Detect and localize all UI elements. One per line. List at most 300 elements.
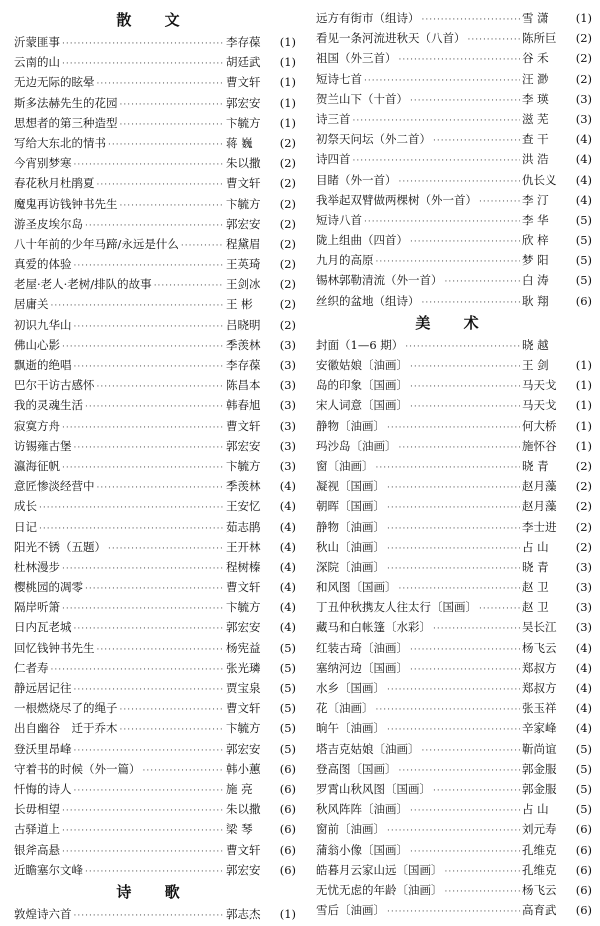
dot-leader <box>399 761 521 781</box>
entry-issue: (4) <box>575 660 592 675</box>
entry-author: 郭志杰 <box>226 906 261 921</box>
toc-entry <box>14 577 296 597</box>
dot-leader <box>353 151 521 171</box>
toc-entry <box>14 617 296 637</box>
entry-title: 和风图〔国画〕 <box>316 580 397 595</box>
entry-title: 我的灵魂生活 <box>14 398 83 413</box>
entry-issue: (3) <box>575 620 592 635</box>
dot-leader <box>62 559 224 579</box>
entry-author: 韩小蕙 <box>226 761 261 776</box>
toc-entry <box>14 476 296 496</box>
toc-entry <box>14 537 296 557</box>
entry-issue: (4) <box>279 559 296 574</box>
entry-title: 蒲翁小像〔国画〕 <box>316 842 408 857</box>
toc-entry <box>14 456 296 476</box>
entry-title: 佛山心影 <box>14 337 60 352</box>
entry-issue: (5) <box>279 721 296 736</box>
entry-issue: (1) <box>575 398 592 413</box>
entry-list <box>14 904 296 924</box>
entry-title: 守着书的时候（外一篇） <box>14 761 141 776</box>
toc-entry <box>316 819 592 839</box>
toc-entry <box>14 234 296 254</box>
entry-issue: (4) <box>279 479 296 494</box>
toc-entry <box>14 52 296 72</box>
entry-title: 红装古琦〔油画〕 <box>316 640 408 655</box>
toc-entry <box>316 109 592 129</box>
dot-leader <box>353 111 521 131</box>
entry-author: 李 华 <box>522 212 549 227</box>
entry-issue: (5) <box>575 253 592 268</box>
entry-title: 居庸关 <box>14 297 49 312</box>
entry-author: 何大桥 <box>522 418 557 433</box>
toc-entry <box>14 153 296 173</box>
entry-issue: (1) <box>279 55 296 70</box>
entry-issue: (1) <box>279 35 296 49</box>
entry-title: 回忆钱钟书先生 <box>14 640 95 655</box>
entry-title: 短诗八首 <box>316 212 362 227</box>
entry-issue: (6) <box>575 842 592 857</box>
entry-author: 吴长江 <box>522 620 557 635</box>
entry-issue: (1) <box>279 95 296 110</box>
entry-issue: (6) <box>279 862 296 877</box>
dot-leader <box>410 640 520 660</box>
entry-author: 滋 芜 <box>522 111 549 126</box>
dot-leader <box>181 236 224 256</box>
entry-author: 靳尚谊 <box>522 741 557 756</box>
entry-title: 游圣皮埃尔岛 <box>14 216 83 231</box>
entry-author: 吕晓明 <box>226 317 261 332</box>
dot-leader <box>143 761 225 781</box>
entry-author: 占 山 <box>522 539 549 554</box>
entry-list <box>14 32 296 880</box>
entry-issue: (1) <box>279 75 296 90</box>
dot-leader <box>410 397 520 417</box>
entry-issue: (5) <box>575 273 592 288</box>
entry-issue: (2) <box>575 71 592 86</box>
toc-entry <box>14 698 296 718</box>
entry-author: 郑叔方 <box>522 660 557 675</box>
toc-entry <box>14 375 296 395</box>
dot-leader <box>387 680 520 700</box>
entry-author: 朱以撒 <box>226 156 261 171</box>
dot-leader <box>74 781 225 801</box>
dot-leader <box>74 317 225 337</box>
entry-title: 我举起双臂做两棵树（外一首） <box>316 192 477 207</box>
entry-title: 看见一条河流进秋天（八首） <box>316 31 466 46</box>
toc-entry <box>316 335 592 355</box>
entry-title: 初识九华山 <box>14 317 72 332</box>
entry-issue: (6) <box>575 862 592 877</box>
dot-leader <box>154 276 224 296</box>
toc-entry <box>14 274 296 294</box>
dot-leader <box>387 821 520 841</box>
entry-issue: (2) <box>575 31 592 46</box>
entry-issue: (3) <box>279 458 296 473</box>
entry-author: 卞毓方 <box>226 115 261 130</box>
dot-leader <box>399 172 521 192</box>
entry-author: 茹志鹃 <box>226 519 261 534</box>
entry-issue: (2) <box>575 539 592 554</box>
entry-author: 辛家峰 <box>522 721 557 736</box>
toc-entry <box>316 48 592 68</box>
entry-issue: (6) <box>575 882 592 897</box>
entry-author: 晓 青 <box>522 458 549 473</box>
toc-entry <box>14 315 296 335</box>
entry-title: 仁者寿 <box>14 660 49 675</box>
entry-author: 李 瑛 <box>522 91 549 106</box>
entry-author: 洪 浩 <box>522 152 549 167</box>
toc-entry <box>316 779 592 799</box>
entry-issue: (5) <box>279 640 296 655</box>
toc-entry <box>14 718 296 738</box>
dot-leader <box>399 438 521 458</box>
entry-title: 雪后〔油画〕 <box>316 903 385 918</box>
entry-title: 无边无际的眩晕 <box>14 75 95 90</box>
entry-issue: (5) <box>575 233 592 248</box>
toc-entry <box>14 416 296 436</box>
entry-title: 斯多法赫先生的花园 <box>14 95 118 110</box>
entry-issue: (5) <box>279 701 296 716</box>
entry-title: 秋山〔油画〕 <box>316 539 385 554</box>
entry-author: 胡廷武 <box>226 55 261 70</box>
entry-title: 花〔油画〕 <box>316 701 374 716</box>
entry-title: 银斧高悬 <box>14 842 60 857</box>
entry-title: 真爱的体验 <box>14 257 72 272</box>
entry-author: 李存葆 <box>226 358 261 372</box>
section-heading: 美 术 <box>415 313 493 332</box>
entry-issue: (4) <box>575 132 592 147</box>
entry-issue: (6) <box>279 761 296 776</box>
dot-leader <box>51 660 225 680</box>
entry-author: 赵月藻 <box>522 499 557 514</box>
entry-title: 出自幽谷 迁于乔木 <box>14 721 118 736</box>
entry-author: 欣 梓 <box>522 233 549 248</box>
dot-leader <box>410 660 520 680</box>
entry-issue: (2) <box>279 236 296 251</box>
section-heading: 诗 歌 <box>116 882 194 901</box>
entry-author: 杨飞云 <box>522 640 557 655</box>
entry-author: 占 山 <box>522 802 549 817</box>
toc-entry <box>14 496 296 516</box>
dot-leader <box>62 34 224 54</box>
dot-leader <box>399 50 521 70</box>
dot-leader <box>108 539 224 559</box>
toc-entry <box>316 597 592 617</box>
dot-leader <box>479 192 520 212</box>
entry-issue: (5) <box>279 681 296 695</box>
dot-leader <box>74 155 225 175</box>
dot-leader <box>85 579 224 599</box>
toc-entry <box>316 170 592 190</box>
toc-entry <box>316 456 592 476</box>
toc-entry <box>316 638 592 658</box>
entry-issue: (5) <box>279 660 296 675</box>
dot-leader <box>445 882 521 902</box>
toc-entry <box>316 577 592 597</box>
entry-title: 无忧无虑的年龄〔油画〕 <box>316 882 443 897</box>
entry-issue: (4) <box>279 580 296 595</box>
entry-issue: (4) <box>575 721 592 736</box>
entry-title: 凝视〔国画〕 <box>316 479 385 494</box>
entry-author: 曹文轩 <box>226 176 261 191</box>
entry-issue: (3) <box>575 91 592 106</box>
entry-title: 诗四首 <box>316 152 351 167</box>
dot-leader <box>97 478 225 498</box>
entry-issue: (4) <box>279 620 296 635</box>
dot-leader <box>387 498 520 518</box>
entry-title: 锡林郭勒清流（外一首） <box>316 273 443 288</box>
entry-issue: (3) <box>575 559 592 574</box>
entry-issue: (5) <box>279 741 296 756</box>
entry-title: 古驿道上 <box>14 822 60 837</box>
toc-entry <box>316 395 592 415</box>
toc-entry <box>14 517 296 537</box>
toc-entry <box>14 904 296 924</box>
entry-title: 朝晖〔国画〕 <box>316 499 385 514</box>
toc-entry <box>14 597 296 617</box>
entry-author: 晓 青 <box>522 559 549 574</box>
entry-title: 静远居记往 <box>14 681 72 695</box>
entry-author: 王剑冰 <box>226 277 261 292</box>
dot-leader <box>74 906 225 926</box>
entry-issue: (3) <box>575 580 592 595</box>
entry-title: 沂蒙匪事 <box>14 35 60 49</box>
toc-entry <box>14 759 296 779</box>
dot-leader <box>422 10 521 30</box>
entry-title: 巴尔干访古感怀 <box>14 378 95 393</box>
dot-leader <box>387 902 520 922</box>
toc-entry <box>14 819 296 839</box>
dot-leader <box>445 862 521 882</box>
entry-title: 近瞻塞尔文峰 <box>14 862 83 877</box>
entry-title: 短诗七首 <box>316 71 362 86</box>
entry-title: 日内瓦老城 <box>14 620 72 635</box>
entry-author: 卞毓方 <box>226 458 261 473</box>
toc-entry <box>316 537 592 557</box>
entry-author: 查 干 <box>522 132 549 147</box>
section-heading: 散 文 <box>116 11 194 29</box>
entry-author: 郭金服 <box>522 761 557 776</box>
entry-list <box>316 8 592 311</box>
dot-leader <box>62 418 224 438</box>
entry-issue: (3) <box>279 358 296 372</box>
entry-title: 目睹（外一首） <box>316 172 397 187</box>
dot-leader <box>376 252 521 272</box>
entry-issue: (6) <box>279 781 296 796</box>
entry-issue: (1) <box>279 906 296 921</box>
entry-title: 丝织的盆地（组诗） <box>316 293 420 308</box>
dot-leader <box>74 438 225 458</box>
toc-entry <box>14 739 296 759</box>
toc-entry <box>316 739 592 759</box>
toc-entry <box>316 210 592 230</box>
toc-entry <box>316 496 592 516</box>
dot-leader <box>85 862 224 882</box>
entry-title: 秋风阵阵〔油画〕 <box>316 802 408 817</box>
entry-author: 李 汀 <box>522 192 549 207</box>
entry-author: 韩春旭 <box>226 398 261 413</box>
entry-issue: (1) <box>575 438 592 453</box>
dot-leader <box>364 71 520 91</box>
dot-leader <box>120 196 225 216</box>
toc-entry <box>14 799 296 819</box>
toc-entry <box>316 69 592 89</box>
column-left <box>14 8 296 924</box>
section-poetry-continued <box>316 8 592 311</box>
entry-author: 程树榛 <box>226 559 261 574</box>
entry-author: 郭宏安 <box>226 438 261 453</box>
entry-author: 梁 琴 <box>226 822 253 837</box>
entry-issue: (5) <box>575 781 592 796</box>
entry-title: 魔鬼再访钱钟书先生 <box>14 196 118 211</box>
dot-leader <box>387 519 520 539</box>
dot-leader <box>97 74 225 94</box>
toc-entry <box>316 190 592 210</box>
entry-title: 岛的印象〔国画〕 <box>316 378 408 393</box>
toc-entry <box>316 799 592 819</box>
dot-leader <box>387 559 520 579</box>
dot-leader <box>376 458 521 478</box>
dot-leader <box>120 115 225 135</box>
toc-entry <box>316 718 592 738</box>
entry-author: 刘元寿 <box>522 822 557 837</box>
entry-title: 老屋·老人·老树/排队的故事 <box>14 277 152 292</box>
entry-title: 祖国（外三首） <box>316 51 397 66</box>
entry-title: 意匠惨淡经营中 <box>14 479 95 494</box>
entry-author: 曹文轩 <box>226 418 261 433</box>
toc-entry <box>14 173 296 193</box>
entry-author: 施怀谷 <box>522 438 557 453</box>
dot-leader <box>39 498 224 518</box>
entry-title: 寂寞方舟 <box>14 418 60 433</box>
entry-issue: (4) <box>279 519 296 534</box>
section-poetry <box>14 880 296 924</box>
entry-title: 丁丑仲秋携友人往太行〔国画〕 <box>316 600 477 615</box>
entry-issue: (2) <box>575 458 592 473</box>
entry-title: 罗霄山秋风图〔国画〕 <box>316 781 431 796</box>
entry-issue: (5) <box>575 761 592 776</box>
entry-issue: (1) <box>575 11 592 25</box>
entry-issue: (2) <box>279 277 296 292</box>
entry-author: 王 剑 <box>522 358 549 372</box>
entry-title: 封面（1—6 期） <box>316 337 404 352</box>
toc-entry <box>316 375 592 395</box>
entry-title: 窗〔油画〕 <box>316 458 374 473</box>
dot-leader <box>422 741 521 761</box>
dot-leader <box>376 700 521 720</box>
entry-issue: (6) <box>575 293 592 308</box>
dot-leader <box>39 519 224 539</box>
toc-entry <box>14 72 296 92</box>
entry-list <box>316 335 592 920</box>
entry-issue: (1) <box>575 418 592 433</box>
entry-author: 杨宪益 <box>226 640 261 655</box>
toc-entry <box>14 638 296 658</box>
entry-issue: (6) <box>575 903 592 918</box>
entry-issue: (1) <box>575 378 592 393</box>
dot-leader <box>97 175 225 195</box>
entry-issue: (4) <box>575 172 592 187</box>
entry-issue: (6) <box>279 802 296 817</box>
entry-issue: (4) <box>575 192 592 207</box>
entry-issue: (2) <box>575 519 592 534</box>
entry-title: 贺兰山下（十首） <box>316 91 408 106</box>
dot-leader <box>387 720 520 740</box>
dot-leader <box>433 781 520 801</box>
entry-author: 曹文轩 <box>226 580 261 595</box>
entry-author: 曹文轩 <box>226 701 261 716</box>
entry-title: 敦煌诗六首 <box>14 906 72 921</box>
entry-author: 谷 禾 <box>522 51 549 66</box>
entry-author: 王安忆 <box>226 499 261 514</box>
entry-title: 成长 <box>14 499 37 514</box>
entry-author: 卞毓方 <box>226 196 261 211</box>
entry-issue: (5) <box>575 802 592 817</box>
dot-leader <box>108 135 224 155</box>
toc-entry <box>316 557 592 577</box>
entry-title: 窗前〔油画〕 <box>316 822 385 837</box>
entry-issue: (6) <box>575 822 592 837</box>
entry-title: 诗三首 <box>316 111 351 126</box>
entry-author: 郭宏安 <box>226 862 261 877</box>
toc-entry <box>316 900 592 920</box>
entry-title: 写给大东北的情书 <box>14 135 106 150</box>
dot-leader <box>410 801 520 821</box>
entry-author: 张玉祥 <box>522 701 557 716</box>
entry-title: 九月的高原 <box>316 253 374 268</box>
entry-title: 登高图〔国画〕 <box>316 761 397 776</box>
section-art <box>316 311 592 920</box>
entry-author: 郭金服 <box>522 781 557 796</box>
toc-entry <box>14 113 296 133</box>
dot-leader <box>387 478 520 498</box>
entry-author: 赵月藻 <box>522 479 557 494</box>
entry-issue: (2) <box>279 297 296 312</box>
entry-issue: (5) <box>575 212 592 227</box>
entry-issue: (2) <box>279 317 296 332</box>
dot-leader <box>85 397 224 417</box>
entry-author: 卞毓方 <box>226 600 261 615</box>
entry-author: 郭宏安 <box>226 620 261 635</box>
entry-issue: (3) <box>279 418 296 433</box>
toc-entry <box>316 517 592 537</box>
entry-author: 李存葆 <box>226 35 261 49</box>
dot-leader <box>410 377 520 397</box>
entry-author: 马天戈 <box>522 378 557 393</box>
entry-title: 塞纳河边〔国画〕 <box>316 660 408 675</box>
entry-title: 安徽姑娘〔油画〕 <box>316 358 408 372</box>
entry-title: 陇上组曲（四首） <box>316 233 408 248</box>
dot-leader <box>85 216 224 236</box>
dot-leader <box>74 256 225 276</box>
entry-author: 陈昌本 <box>226 378 261 393</box>
entry-title: 春花秋月杜鹃夏 <box>14 176 95 191</box>
toc-entry <box>14 93 296 113</box>
dot-leader <box>51 296 225 316</box>
dot-leader <box>74 619 225 639</box>
entry-author: 雪 潇 <box>522 11 549 25</box>
toc-entry <box>316 89 592 109</box>
entry-author: 王 彬 <box>226 297 253 312</box>
toc-entry <box>14 254 296 274</box>
entry-title: 访锡雍古堡 <box>14 438 72 453</box>
entry-issue: (2) <box>279 156 296 171</box>
entry-author: 梦 阳 <box>522 253 549 268</box>
entry-issue: (3) <box>575 600 592 615</box>
toc-entry <box>14 840 296 860</box>
entry-author: 卞毓方 <box>226 721 261 736</box>
entry-issue: (6) <box>279 842 296 857</box>
